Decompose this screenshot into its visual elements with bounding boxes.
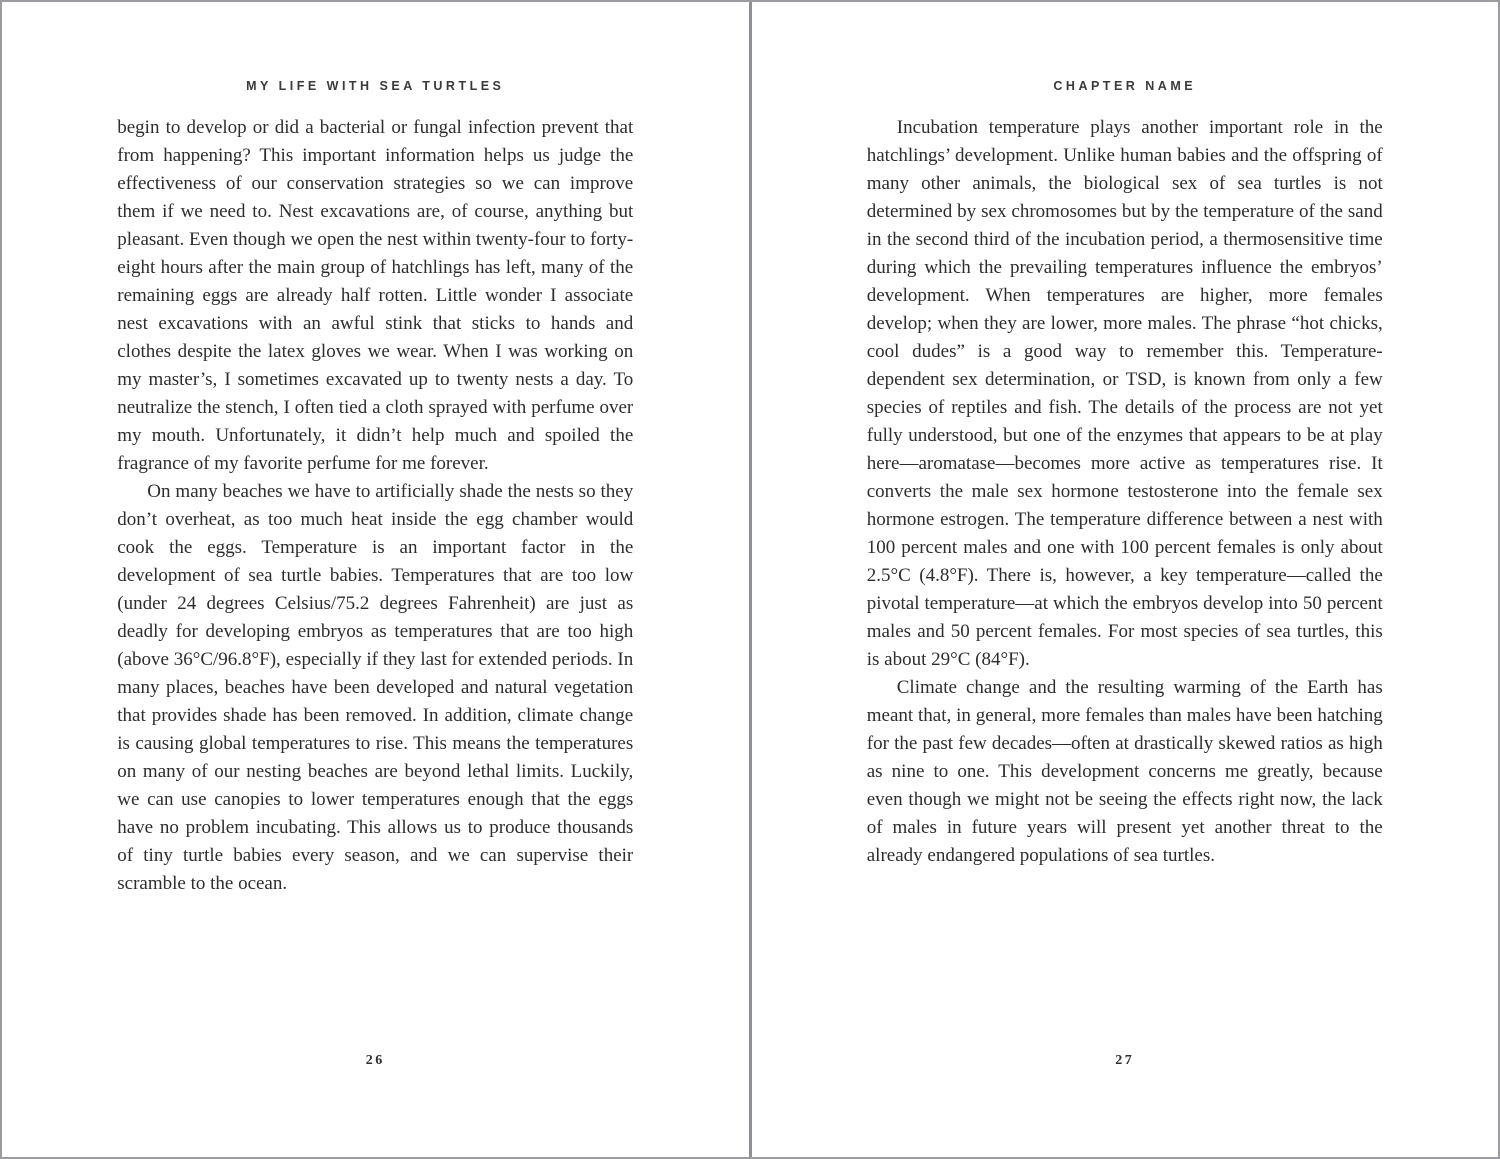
paragraph: Climate change and the resulting warming of the Earth has meant that, in general, more females than males have been hatching for the past few decades—often at drastically skewed ratios as high as nine to one. This development concerns me greatly, because even though we might not be seeing the effects right now, the lack of males in future years will present yet another threat to the already endangered populations of sea turtles.: [866, 677, 1383, 866]
paragraph: On many beaches we have to artificially shade the nests so they don’t overheat, as too much heat inside the egg chamber would cook the eggs. Temperature is an important factor in the development of sea turtle babies. Temperatures that are too low (under 24 degrees Celsius/75.2 degrees Fahrenheit) are just as deadly for developing embryos as temperatures that are too high (above 36°C/96.8°F), especially if they last for extended periods. In many places, beaches have been developed and natural vegetation that provides shade has been removed. In addition, climate change is causing global temperatures to rise. This means the temperatures on many of our nesting beaches are beyond lethal limits. Luckily, we can use canopies to lower temperatures enough that the eggs have no problem incubating. This allows us to produce thousands of tiny turtle babies every season, and we can supervise their scramble to the ocean.: [117, 481, 634, 894]
page-number-right: 27: [1115, 1053, 1135, 1068]
page-body-right: [867, 114, 1383, 870]
running-head-right: CHAPTER NAME: [1053, 79, 1197, 93]
paragraph: begin to develop or did a bacterial or fungal infection prevent that from happening? This important information helps us judge the effectiveness of our conservation strategies so we can improve them if we need to. Nest excavations are, of course, anything but pleasant. Even though we open the nest within twenty-four to forty-eight hours after the main group of hatchlings has left, many of the remaining eggs are already half rotten. Little wonder I associate nest excavations with an awful stink that sticks to hands and clothes despite the latex gloves we wear. When I was working on my master’s, I sometimes excavated up to twenty nests a day. To neutralize the stench, I often tied a cloth sprayed with perfume over my mouth. Unfortunately, it didn’t help much and spoiled the fragrance of my favorite perfume for me forever.: [117, 117, 634, 474]
page-number-left: 26: [365, 1053, 385, 1068]
paragraph: Incubation temperature plays another important role in the hatchlings’ development. Unlike human babies and the offspring of many other animals, the biological sex of sea turtles is not determined by sex chromosomes but by the temperature of the sand in the second third of the incubation period, a thermosensitive time during which the prevailing temperatures influence the embryos’ development. When temperatures are higher, more females develop; when they are lower, more males. The phrase “hot chicks, cool dudes” is a good way to remember this. Temperature-dependent sex determination, or TSD, is known from only a few species of reptiles and fish. The details of the process are not yet fully understood, but one of the enzymes that appears to be at play here—aromatase—becomes more active as temperatures rise. It converts the male sex hormone testosterone into the female sex hormone estrogen. The temperature difference between a nest with 100 percent males and one with 100 percent females is only about 2.5°C (4.8°F). There is, however, a key temperature—called the pivotal temperature—at which the embryos develop into 50 percent males and 50 percent females. For most species of sea turtles, this is about 29°C (84°F).: [866, 117, 1383, 670]
running-head-left: MY LIFE WITH SEA TURTLES: [246, 79, 505, 93]
page-right: [752, 2, 1499, 1157]
page-left: [2, 2, 749, 1157]
page-body-left: [117, 114, 633, 898]
